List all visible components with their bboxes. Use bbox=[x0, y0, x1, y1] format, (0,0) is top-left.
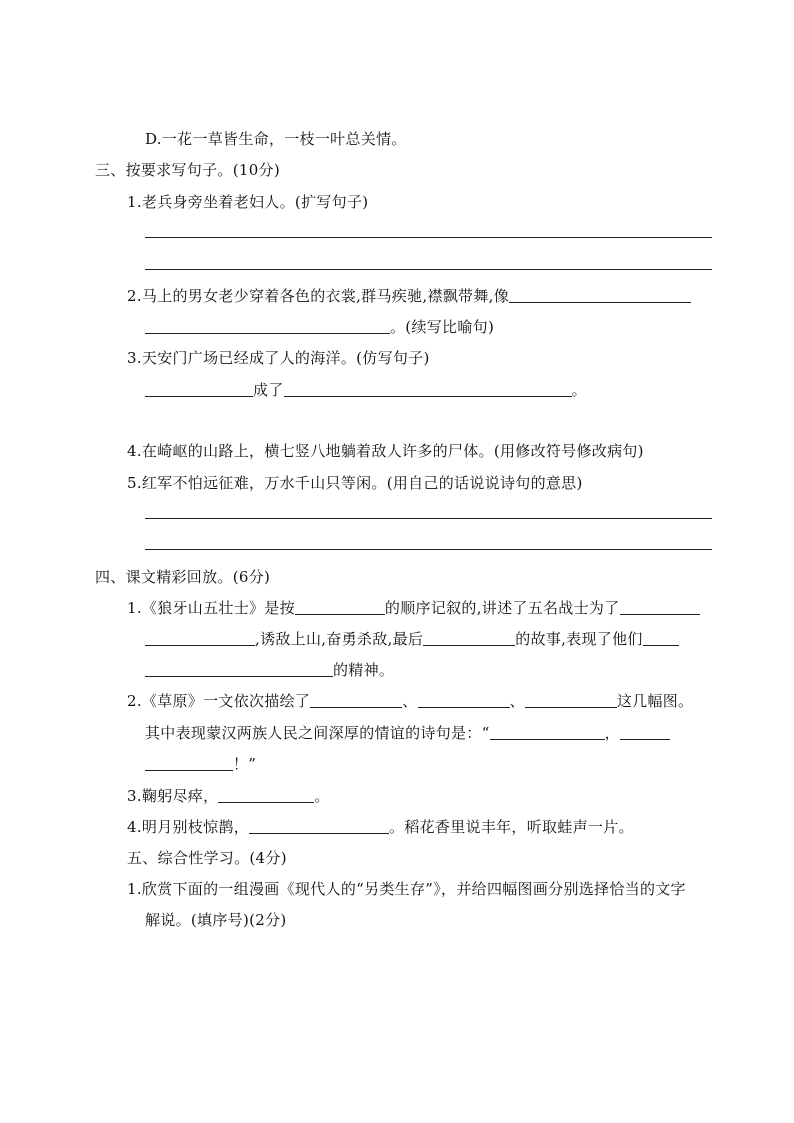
s4-item2-blank-6[interactable] bbox=[145, 755, 233, 771]
s4-item4-b: 。稻花香里说丰年，听取蛙声一片。 bbox=[389, 818, 634, 836]
s4-item1-b: 的顺序记叙的,讲述了五名战士为了 bbox=[384, 599, 620, 617]
s4-item4-blank[interactable] bbox=[249, 818, 389, 834]
s3-item3-blank-2[interactable] bbox=[284, 381, 572, 397]
s4-item2-line1 bbox=[127, 691, 693, 711]
s4-item1-d: 的故事,表现了他们 bbox=[515, 630, 643, 648]
s3-item2-blank-1[interactable] bbox=[509, 287, 691, 303]
s5-item1-line2: 解说。(填序号)(2分) bbox=[145, 911, 287, 929]
s3-item1-answer-line-2[interactable] bbox=[145, 269, 712, 270]
option-d: D.一花一草皆生命，一枝一叶总关情。 bbox=[145, 130, 407, 148]
s4-item1-e: 的精神。 bbox=[333, 661, 395, 679]
section3-heading: 三、按要求写句子。(10分) bbox=[95, 161, 280, 179]
s4-item2-blank-2[interactable] bbox=[418, 692, 510, 708]
s3-item3: 3.天安门广场已经成了人的海洋。(仿写句子) bbox=[127, 349, 430, 367]
s4-item3-a: 3.鞠躬尽瘁， bbox=[127, 787, 219, 805]
s4-item2-b: 这几幅图。 bbox=[616, 692, 694, 710]
s4-item2-a: 2.《草原》一文依次描绘了 bbox=[127, 692, 311, 710]
s3-item2-blank-2[interactable] bbox=[145, 318, 390, 334]
s4-item2-line3 bbox=[145, 754, 256, 774]
s3-item2 bbox=[127, 286, 691, 306]
s4-item1-blank-3[interactable] bbox=[145, 630, 255, 646]
s4-item3-blank[interactable] bbox=[218, 787, 314, 803]
s4-item2-sep1: 、 bbox=[402, 692, 418, 710]
s3-item3-blank-1[interactable] bbox=[145, 381, 253, 397]
s4-item2-blank-4[interactable] bbox=[490, 724, 605, 740]
s3-item2-cont bbox=[145, 317, 494, 337]
s3-item4: 4.在崎岖的山路上，横七竖八地躺着敌人许多的尸体。(用修改符号修改病句) bbox=[127, 442, 644, 460]
s4-item1-a: 1.《狼牙山五壮士》是按 bbox=[127, 599, 295, 617]
s4-item1-blank-1[interactable] bbox=[295, 599, 385, 615]
s5-item1-line1: 1.欣赏下面的一组漫画《现代人的“另类生存”》，并给四幅图画分别选择恰当的文字 bbox=[127, 880, 686, 898]
s4-item2-blank-5[interactable] bbox=[620, 724, 670, 740]
s4-item2-blank-3[interactable] bbox=[525, 692, 617, 708]
s4-item3-b: 。 bbox=[314, 787, 330, 805]
s3-item5-answer-line-2[interactable] bbox=[145, 549, 712, 550]
s3-item1: 1.老兵身旁坐着老妇人。(扩写句子) bbox=[127, 193, 369, 211]
s4-item1-line2 bbox=[145, 629, 679, 649]
s4-item4-a: 4.明月别枝惊鹊， bbox=[127, 818, 250, 836]
s4-item2-c: 其中表现蒙汉两族人民之间深厚的情谊的诗句是：“ bbox=[145, 724, 490, 742]
s4-item1-blank-2[interactable] bbox=[620, 599, 700, 615]
section5-heading: 五、综合性学习。(4分) bbox=[127, 849, 287, 867]
s4-item2-end: ！” bbox=[233, 755, 257, 773]
section4-heading: 四、课文精彩回放。(6分) bbox=[95, 568, 271, 586]
s3-item3-fill bbox=[145, 380, 587, 400]
s4-item4 bbox=[127, 817, 634, 837]
s3-item2-suffix: 。(续写比喻句) bbox=[390, 318, 495, 336]
s3-item2-text: 2.马上的男女老少穿着各色的衣裳,群马疾驰,襟飘带舞,像 bbox=[127, 287, 510, 305]
s3-item3-mid: 成了 bbox=[253, 381, 284, 399]
s4-item2-line2 bbox=[145, 723, 670, 743]
s4-item1-line3 bbox=[145, 660, 394, 680]
s4-item3 bbox=[127, 786, 330, 806]
s3-item3-end: 。 bbox=[571, 381, 587, 399]
s4-item1-blank-6[interactable] bbox=[145, 661, 333, 677]
s4-item1-line1 bbox=[127, 598, 700, 618]
s3-item5: 5.红军不怕远征难，万水千山只等闲。(用自己的话说说诗句的意思) bbox=[127, 474, 583, 492]
s3-item5-answer-line-1[interactable] bbox=[145, 518, 712, 519]
s4-item1-c: ,诱敌上山,奋勇杀敌,最后 bbox=[255, 630, 424, 648]
s4-item2-blank-1[interactable] bbox=[310, 692, 402, 708]
s3-item1-answer-line-1[interactable] bbox=[145, 237, 712, 238]
s4-item1-blank-5[interactable] bbox=[643, 630, 679, 646]
s4-item2-sep2: 、 bbox=[509, 692, 525, 710]
s4-item2-comma: ， bbox=[604, 724, 620, 742]
s4-item1-blank-4[interactable] bbox=[423, 630, 515, 646]
